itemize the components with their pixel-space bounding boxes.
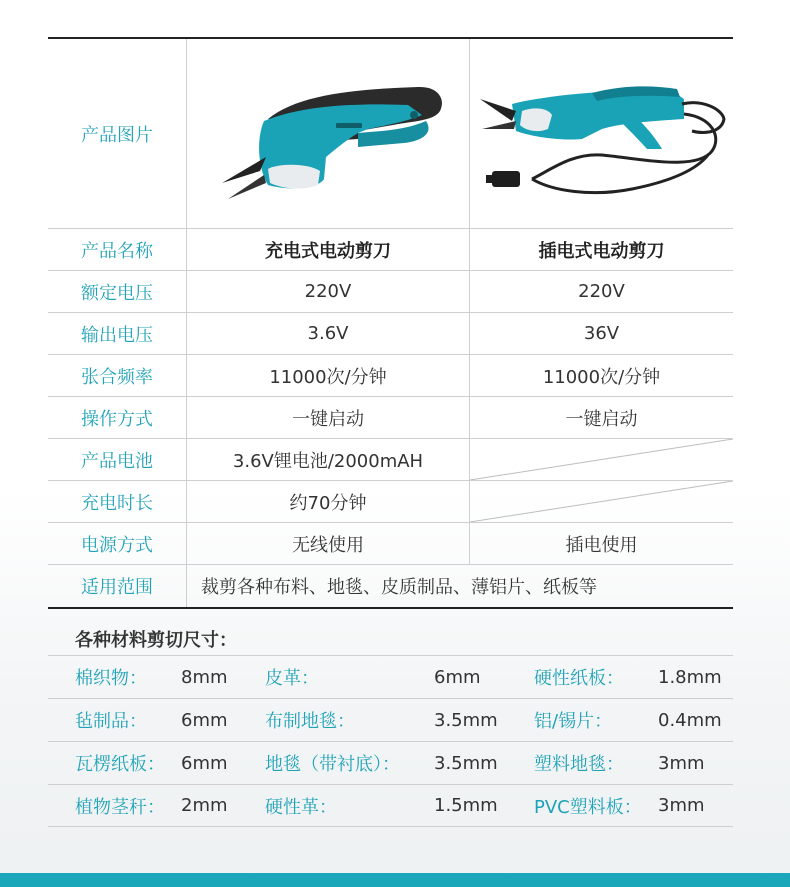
material-name: 棉织物： — [75, 668, 147, 689]
row-label: 产品图片 — [48, 39, 187, 228]
spec-row — [48, 355, 733, 397]
frequency-cordless: 11000次/分钟 — [187, 355, 470, 396]
row-label: 输出电压 — [48, 313, 187, 354]
row-label: 电源方式 — [48, 523, 187, 564]
spec-row — [48, 397, 733, 439]
bottom-accent-bar — [0, 873, 790, 887]
battery-cordless: 3.6V锂电池/2000mAH — [187, 439, 470, 480]
materials-row — [48, 655, 733, 698]
material-thickness: 1.5mm — [434, 795, 498, 816]
spec-row — [48, 313, 733, 355]
material-name: 植物茎秆： — [75, 796, 165, 818]
materials-row — [48, 784, 733, 827]
material-name: 硬性革： — [265, 796, 337, 818]
spec-row — [48, 271, 733, 313]
corded-electric-scissors-icon — [472, 59, 732, 209]
spec-row — [48, 481, 733, 523]
spec-table — [48, 37, 733, 609]
materials-table — [48, 655, 733, 827]
row-label: 适用范围 — [48, 565, 187, 607]
power-source-corded: 插电使用 — [565, 534, 638, 556]
spec-row — [48, 229, 733, 271]
materials-row — [48, 741, 733, 784]
spec-row — [48, 439, 733, 481]
material-thickness: 3mm — [658, 795, 705, 816]
product-name-corded: 插电式电动剪刀 — [538, 240, 665, 262]
diagonal-slash — [470, 481, 733, 522]
rated-voltage-cordless: 220V — [187, 271, 470, 312]
battery-corded-empty — [470, 439, 733, 480]
material-thickness: 0.4mm — [658, 709, 722, 731]
application-scope: 裁剪各种布料、地毯、皮质制品、薄铝片、纸板等 — [201, 577, 597, 598]
row-label: 产品名称 — [48, 229, 187, 270]
material-name: 铝/锡片： — [534, 711, 613, 732]
rated-voltage-corded: 220V — [578, 281, 625, 302]
material-name: 毡制品： — [75, 711, 147, 732]
spec-row — [48, 565, 733, 607]
output-voltage-cordless: 3.6V — [187, 313, 470, 354]
cordless-electric-scissors-icon — [208, 59, 448, 209]
row-label: 操作方式 — [48, 397, 187, 438]
material-thickness: 8mm — [181, 666, 228, 688]
material-thickness: 3.5mm — [434, 752, 498, 774]
spec-row — [48, 523, 733, 565]
material-name: 皮革： — [265, 668, 319, 689]
material-name: 瓦楞纸板： — [75, 754, 165, 775]
power-source-cordless: 无线使用 — [187, 523, 470, 564]
material-thickness: 6mm — [434, 666, 481, 688]
row-label: 张合频率 — [48, 355, 187, 396]
material-thickness: 1.8mm — [658, 666, 722, 688]
material-name: 硬性纸板： — [534, 668, 624, 689]
output-voltage-corded: 36V — [583, 323, 620, 344]
charge-time-corded-empty — [470, 481, 733, 522]
material-thickness: 6mm — [181, 752, 228, 774]
product-name-cordless: 充电式电动剪刀 — [187, 229, 470, 270]
material-thickness: 6mm — [181, 709, 228, 731]
material-name: PVC塑料板： — [534, 796, 642, 818]
corded-scissors-image — [470, 39, 733, 228]
material-thickness: 2mm — [181, 795, 228, 816]
row-label: 充电时长 — [48, 481, 187, 522]
operation-cordless: 一键启动 — [187, 397, 470, 438]
materials-title: 各种材料剪切尺寸： — [75, 630, 237, 651]
material-thickness: 3mm — [658, 752, 705, 774]
materials-row — [48, 698, 733, 741]
material-name: 布制地毯： — [265, 711, 355, 732]
material-name: 塑料地毯： — [534, 754, 624, 775]
row-label: 产品电池 — [48, 439, 187, 480]
charge-time-cordless: 约70分钟 — [187, 481, 470, 522]
material-thickness: 3.5mm — [434, 709, 498, 731]
spec-row-image — [48, 39, 733, 229]
row-label: 额定电压 — [48, 271, 187, 312]
operation-corded: 一键启动 — [565, 408, 638, 430]
frequency-corded: 11000次/分钟 — [542, 366, 661, 388]
cordless-scissors-image — [187, 39, 470, 228]
diagonal-slash — [470, 439, 733, 480]
material-name: 地毯（带衬底）： — [265, 754, 400, 775]
